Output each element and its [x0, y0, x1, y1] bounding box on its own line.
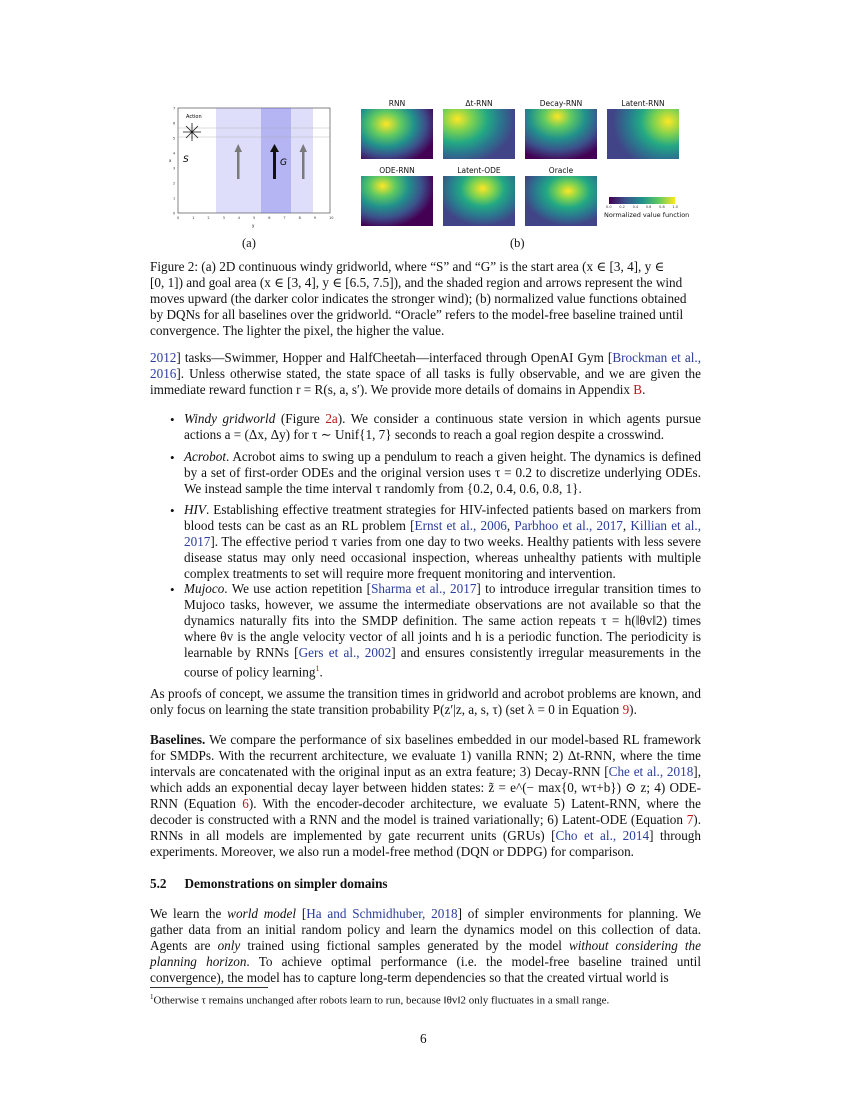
- appendix-link[interactable]: B: [633, 382, 643, 397]
- citation-link[interactable]: Cho et al., 2014: [555, 828, 650, 843]
- bullet-dot: •: [170, 412, 175, 427]
- x-tick-label: 9: [313, 216, 317, 220]
- baselines-paragraph: Baselines. We compare the performance of six baselines embedded in our model-based RL framework for SMDPs. With the recurrent architecture, we evaluate 1) vanilla RNN; 2) Δt-RNN, where the time intervals are concatenated with the original input as an extra feature; 3) Decay-RNN [Che et al., 2018], which adds an exponential decay layer between hidden states: z̃ = e^(− max{0, wτ+b}) ⊙ z; 4) ODE-RNN (Equation 6). With the encoder-decoder architecture, we evaluate 5) Latent-RNN, where the decoder is constructed with a RNN and the model is trained variationally; 6) Latent-ODE (Equation 7). RNNs in all models are implemented by gate recurrent units (GRUs) [Cho et al., 2014] through experiments. Moreover, we also run a model-free method (DQN or DDPG) for comparison.: [150, 732, 701, 859]
- intro-paragraph: 2012] tasks—Swimmer, Hopper and HalfCheetah—interfaced through OpenAI Gym [Brockman et al., 2016]. Unless otherwise stated, the state space of all tasks is fully observable, and we are given the immediate reward function r = R(s, a, s′). We provide more details of domains in Appendix B.: [150, 350, 702, 397]
- x-tick-label: 0: [177, 216, 180, 220]
- citation-link[interactable]: Killian et al., 2017: [184, 518, 702, 549]
- x-axis-label: y: [252, 223, 255, 228]
- bullet-dot: •: [170, 503, 175, 518]
- colorbar-ticks: 0.0 0.2 0.4 0.6 0.8 1.0: [606, 205, 678, 209]
- citation-link[interactable]: Brockman et al., 2016: [150, 350, 702, 381]
- figure-ref-link[interactable]: 2a: [325, 411, 338, 426]
- x-tick-label: 8: [298, 216, 301, 220]
- citation-link[interactable]: Che et al., 2018: [608, 764, 694, 779]
- panel-a-tag: (a): [242, 236, 256, 250]
- start-label: S: [183, 155, 189, 165]
- panel-title-decay-rnn: Decay-RNN: [539, 99, 583, 108]
- bullet-mujoco: Mujoco. We use action repetition [Sharma et al., 2017] to introduce irregular transition times to Mujoco tasks, however, we assume the intermediate observations are not available so that the dynamics naturally fits into the SMDP definition. The same action repeats τ = h(‖θv‖2) times where θv is the angle velocity vector of all joints and h is a periodic function. The periodicity is learnable by RNNs [Gers et al., 2002] and ensures consistently irregular measurements in the course of policy learning$^1$.: [184, 581, 702, 680]
- heatmap-decay-rnn: [525, 109, 597, 159]
- bullet-hiv: HIV. Establishing effective treatment strategies for HIV-infected patients based on markers from blood tests can be cast as an RL problem [Ernst et al., 2006, Parbhoo et al., 2017, Killian et al., 2017]. The effective period τ varies from one day to two weeks. Healthy patients with less severe disease status may only need occasional inspection, whereas unhealthy patients with multiple complex treatments to set will require more frequent monitoring and intervention.: [184, 502, 702, 581]
- windy-gridworld-plot: [166, 106, 338, 230]
- panel-title-latent-ode: Latent-ODE: [457, 166, 501, 175]
- proofs-paragraph: As proofs of concept, we assume the transition times in gridworld and acrobot problems are known, and only focus on learning the state transition probability P(z′|z, a, s, τ) (set λ = 0 in Equation 9).: [150, 686, 701, 717]
- y-tick-label: 6: [173, 121, 176, 126]
- y-tick-label: 7: [173, 106, 176, 111]
- footnote-mark[interactable]: 1: [315, 664, 320, 673]
- bullet-windy-gridworld: Windy gridworld (Figure 2a). We consider a continuous state version in which agents pursue actions a = (Δx, Δy) for τ ∼ Unif{1, 7} seconds to reach a goal region despite a crosswind.: [184, 411, 702, 442]
- panel-title-dt-rnn: Δt-RNN: [465, 99, 493, 108]
- x-tick-label: 3: [222, 216, 225, 220]
- x-tick-label: 10: [329, 216, 334, 220]
- x-tick-label: 7: [283, 216, 286, 220]
- citation-link[interactable]: Sharma et al., 2017: [371, 581, 477, 596]
- action-label: Action: [186, 114, 202, 120]
- x-tick-label: 5: [253, 216, 256, 220]
- bullet-dot: •: [170, 582, 175, 597]
- panel-title-rnn: RNN: [388, 99, 406, 108]
- x-tick-label: 2: [207, 216, 210, 220]
- y-tick-label: 0: [173, 211, 176, 216]
- panel-title-oracle: Oracle: [548, 166, 574, 175]
- figure-caption: Figure 2: (a) 2D continuous windy gridworld, where “S” and “G” is the start area (x ∈ [3, 4], y ∈ [0, 1]) and goal area (x ∈ [3, 4], y ∈ [6.5, 7.5]), and the shaded region and arrows represent the wind moves upward (the darker color indicates the stronger wind); (b) normalized value functions obtained by DQNs for all baselines over the gridworld. “Oracle” refers to the model-free baseline trained until convergence. The lighter the pixel, the higher the value.: [150, 259, 687, 338]
- y-axis-label: x: [169, 158, 172, 163]
- world-model-paragraph: We learn the world model [Ha and Schmidhuber, 2018] of simpler environments for planning. We gather data from an initial random policy and learn the dynamics model on this collection of data. Agents are only trained using fictional samples generated by the model without considering the planning horizon. To achieve optimal performance (i.e. the model-free baseline trained until convergence), the model has to capture long-term dependencies so that the created virtual world is: [150, 906, 702, 985]
- colorbar: [609, 197, 675, 204]
- y-tick-label: 1: [173, 196, 176, 201]
- heatmap-dt-rnn: [443, 109, 515, 159]
- footnote-rule: [150, 987, 268, 988]
- x-tick-label: 4: [237, 216, 241, 220]
- heatmap-latent-ode: [443, 176, 515, 226]
- heatmap-ode-rnn: [361, 176, 433, 226]
- bullet-dot: •: [170, 450, 175, 465]
- page-number: 6: [420, 1031, 427, 1046]
- heatmap-rnn: [361, 109, 433, 159]
- panel-title-ode-rnn: ODE-RNN: [379, 166, 415, 175]
- panel-b-tag: (b): [510, 236, 525, 250]
- goal-label: G: [280, 158, 287, 168]
- citation-link[interactable]: Parbhoo et al., 2017: [514, 518, 623, 533]
- colorbar-label: Normalized value function: [604, 211, 690, 219]
- citation-link[interactable]: Gers et al., 2002: [298, 645, 392, 660]
- heatmap-oracle: [525, 176, 597, 226]
- equation-ref-link[interactable]: 6: [242, 796, 249, 811]
- x-tick-label: 1: [192, 216, 195, 220]
- citation-link[interactable]: Ha and Schmidhuber, 2018: [306, 906, 458, 921]
- y-tick-label: 5: [173, 136, 176, 141]
- y-tick-label: 4: [173, 151, 176, 156]
- section-heading: 5.2 Demonstrations on simpler domains: [150, 876, 388, 891]
- equation-ref-link[interactable]: 9: [622, 702, 630, 717]
- citation-link[interactable]: Ernst et al., 2006: [414, 518, 507, 533]
- y-tick-label: 3: [173, 166, 176, 171]
- citation-link[interactable]: 2012: [150, 350, 177, 365]
- equation-ref-link[interactable]: 7: [686, 812, 694, 827]
- footnote: $^1$Otherwise τ remains unchanged after robots learn to run, because ‖θv‖2 only fluctuates in a small range.: [150, 993, 610, 1007]
- panel-title-latent-rnn: Latent-RNN: [621, 99, 665, 108]
- x-tick-label: 6: [268, 216, 271, 220]
- bullet-acrobot: Acrobot. Acrobot aims to swing up a pendulum to reach a given height. The dynamics is defined by a set of first-order ODEs and the original version uses τ = 0.2 to discretize underlying ODEs. We instead sample the time interval τ randomly from {0.2, 0.4, 0.6, 0.8, 1}.: [184, 449, 701, 496]
- y-tick-label: 2: [173, 181, 176, 186]
- heatmap-latent-rnn: [607, 109, 679, 159]
